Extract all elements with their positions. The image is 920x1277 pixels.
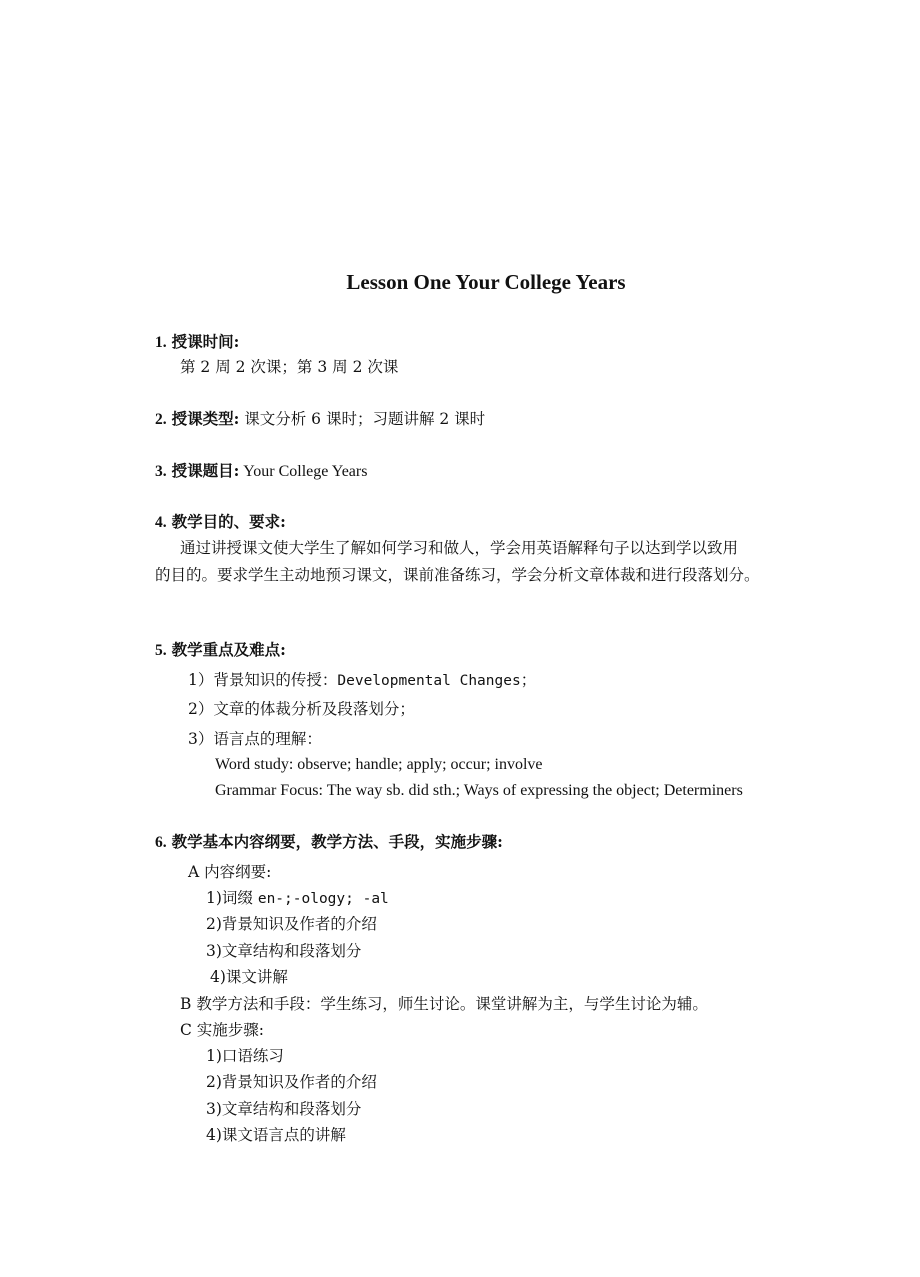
section-heading-text: 授课类型: [171,409,240,428]
section-2-text: 课文分析 6 课时；习题讲解 2 课时 [239,410,486,428]
section-heading-text: 授课题目: [171,461,240,480]
section-5-item-3: 3）语言点的理解： [188,730,322,748]
item-text: 1）背景知识的传授： [188,671,338,689]
outline-item-4: 4)课文讲解 [210,968,288,986]
section-number: 5. [155,642,167,659]
outline-item-1 [206,888,389,909]
section-4-paragraph-line-1: 通过讲授课文使大学生了解如何学习和做人，学会用英语解释句子以达到学以致用 [180,539,739,557]
section-number: 4. [155,514,167,531]
word-study-line: Word study: observe; handle; apply; occur; involve [215,756,543,773]
item-end: ； [520,671,537,689]
step-item-3: 3)文章结构和段落划分 [206,1100,362,1118]
section-4-paragraph-line-2: 的目的。要求学生主动地预习课文，课前准备练习，学会分析文章体裁和进行段落划分。 [155,566,760,584]
section-5-heading [155,640,286,661]
section-1-heading [155,332,239,353]
outline-item-2: 2)背景知识及作者的介绍 [206,915,377,933]
grammar-focus-line: Grammar Focus: The way sb. did sth.; Ways of expressing the object; Determiners [215,782,743,799]
section-5-item-1 [188,670,536,691]
section-6-heading [155,832,503,853]
section-5-item-2: 2）文章的体裁分析及段落划分； [188,700,415,718]
outline-item-3: 3)文章结构和段落划分 [206,942,362,960]
section-1-text: 第 2 周 2 次课；第 3 周 2 次课 [180,358,399,376]
section-4-heading [155,512,286,533]
item-term: en-;-ology; -al [257,891,389,907]
section-3-text: Your College Years [239,463,368,480]
section-number: 3. [155,463,167,480]
implementation-steps-label: C 实施步骤: [180,1021,265,1039]
section-2-heading [155,409,485,430]
section-heading-text: 教学重点及难点: [171,640,286,659]
item-term: Developmental Changes [337,673,521,689]
section-number: 1. [155,334,167,351]
teaching-methods-line: B 教学方法和手段：学生练习，师生讨论。课堂讲解为主，与学生讨论为辅。 [180,995,708,1013]
section-number: 6. [155,834,167,851]
step-item-2: 2)背景知识及作者的介绍 [206,1073,377,1091]
section-heading-text: 授课时间: [171,332,240,351]
step-item-1: 1)口语练习 [206,1047,284,1065]
content-outline-label: A 内容纲要: [188,863,272,881]
section-heading-text: 教学基本内容纲要，教学方法、手段，实施步骤: [171,832,503,851]
section-3-heading [155,461,367,482]
item-text: 1)词缀 [206,889,258,907]
section-number: 2. [155,411,167,428]
lesson-title: Lesson One Your College Years [346,270,626,294]
step-item-4: 4)课文语言点的讲解 [206,1126,346,1144]
section-heading-text: 教学目的、要求: [171,512,286,531]
